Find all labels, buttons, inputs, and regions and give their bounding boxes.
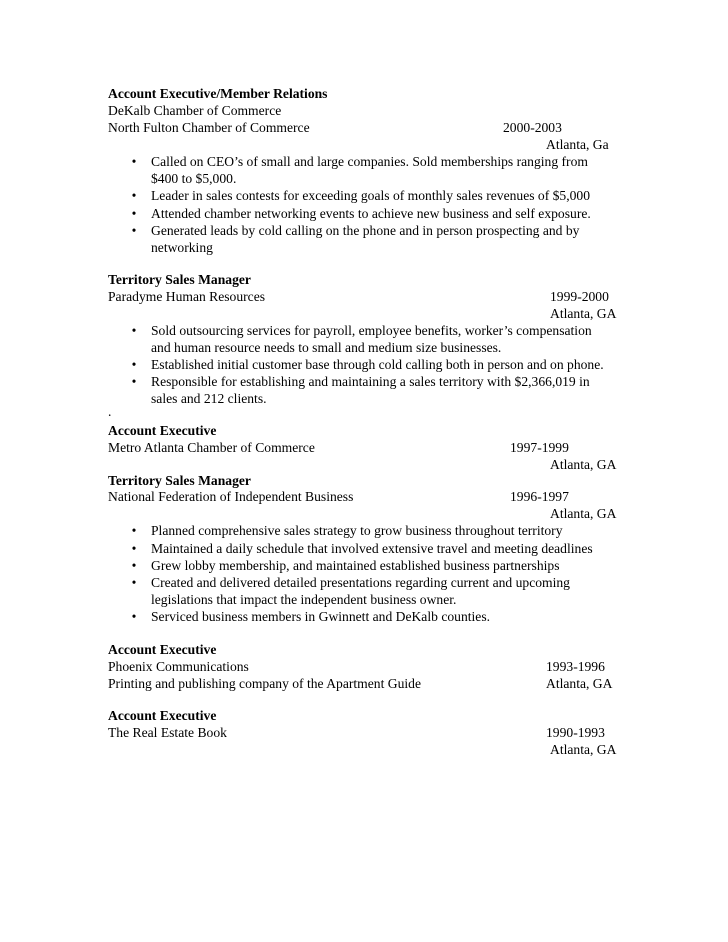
job6-location: Atlanta, GA xyxy=(550,742,617,757)
job4-dates: 1996-1997 xyxy=(510,489,569,504)
job1-bullet1-line2: $400 to $5,000. xyxy=(151,171,237,186)
job2-bullet2: Established initial customer base through cold calling both in person and on phone. xyxy=(151,357,604,372)
bullet-marker: • xyxy=(131,206,137,221)
job4-title: Territory Sales Manager xyxy=(108,473,251,488)
job2-org: Paradyme Human Resources xyxy=(108,289,266,304)
bullet-marker: • xyxy=(131,154,137,169)
bullet-marker: • xyxy=(131,558,137,573)
job2-location: Atlanta, GA xyxy=(550,306,617,321)
job4-bullet4-line2: legislations that impact the independent business owner. xyxy=(151,592,457,607)
job3-title: Account Executive xyxy=(108,423,217,438)
job1-bullet4-line1: Generated leads by cold calling on the phone and in person prospecting and by xyxy=(151,223,580,238)
job1-bullet2: Leader in sales contests for exceeding goals of monthly sales revenues of $5,000 xyxy=(151,188,591,203)
stray-period: . xyxy=(108,404,112,419)
job1-dates: 2000-2003 xyxy=(503,120,562,135)
job1-org-line1: DeKalb Chamber of Commerce xyxy=(108,103,282,118)
job6-org: The Real Estate Book xyxy=(108,725,227,740)
job3-dates: 1997-1999 xyxy=(510,440,569,455)
job1-bullet3: Attended chamber networking events to achieve new business and self exposure. xyxy=(151,206,591,221)
job4-org: National Federation of Independent Business xyxy=(108,489,354,504)
job2-bullet1-line2: and human resource needs to small and medium size businesses. xyxy=(151,340,502,355)
job5-location: Atlanta, GA xyxy=(546,676,613,691)
job4-bullet3: Grew lobby membership, and maintained established business partnerships xyxy=(151,558,560,573)
job3-org: Metro Atlanta Chamber of Commerce xyxy=(108,440,315,455)
job1-bullet1-line1: Called on CEO’s of small and large companies. Sold memberships ranging from xyxy=(151,154,588,169)
bullet-marker: • xyxy=(131,575,137,590)
bullet-marker: • xyxy=(131,541,137,556)
job1-title: Account Executive/Member Relations xyxy=(108,86,328,101)
job6-dates: 1990-1993 xyxy=(546,725,605,740)
job4-bullet1: Planned comprehensive sales strategy to grow business throughout territory xyxy=(151,523,563,538)
job4-bullet5: Serviced business members in Gwinnett and DeKalb counties. xyxy=(151,609,491,624)
job3-location: Atlanta, GA xyxy=(550,457,617,472)
job5-dates: 1993-1996 xyxy=(546,659,605,674)
job6-title: Account Executive xyxy=(108,708,217,723)
bullet-marker: • xyxy=(131,357,137,372)
job5-title: Account Executive xyxy=(108,642,217,657)
job2-dates: 1999-2000 xyxy=(550,289,609,304)
job2-title: Territory Sales Manager xyxy=(108,272,251,287)
job1-org-line2: North Fulton Chamber of Commerce xyxy=(108,120,310,135)
bullet-marker: • xyxy=(131,323,137,338)
job4-bullet2: Maintained a daily schedule that involved extensive travel and meeting deadlines xyxy=(151,541,593,556)
job5-description: Printing and publishing company of the Apartment Guide xyxy=(108,676,421,691)
bullet-marker: • xyxy=(131,374,137,389)
job2-bullet3-line1: Responsible for establishing and maintaining a sales territory with $2,366,019 in xyxy=(151,374,590,389)
job2-bullet3-line2: sales and 212 clients. xyxy=(151,391,267,406)
bullet-marker: • xyxy=(131,523,137,538)
job2-bullet1-line1: Sold outsourcing services for payroll, employee benefits, worker’s compensation xyxy=(151,323,592,338)
bullet-marker: • xyxy=(131,609,137,624)
bullet-marker: • xyxy=(131,188,137,203)
job1-bullet4-line2: networking xyxy=(151,240,213,255)
job1-location: Atlanta, Ga xyxy=(546,137,609,152)
bullet-marker: • xyxy=(131,223,137,238)
job4-bullet4-line1: Created and delivered detailed presentations regarding current and upcoming xyxy=(151,575,570,590)
job4-location: Atlanta, GA xyxy=(550,506,617,521)
job5-org: Phoenix Communications xyxy=(108,659,249,674)
